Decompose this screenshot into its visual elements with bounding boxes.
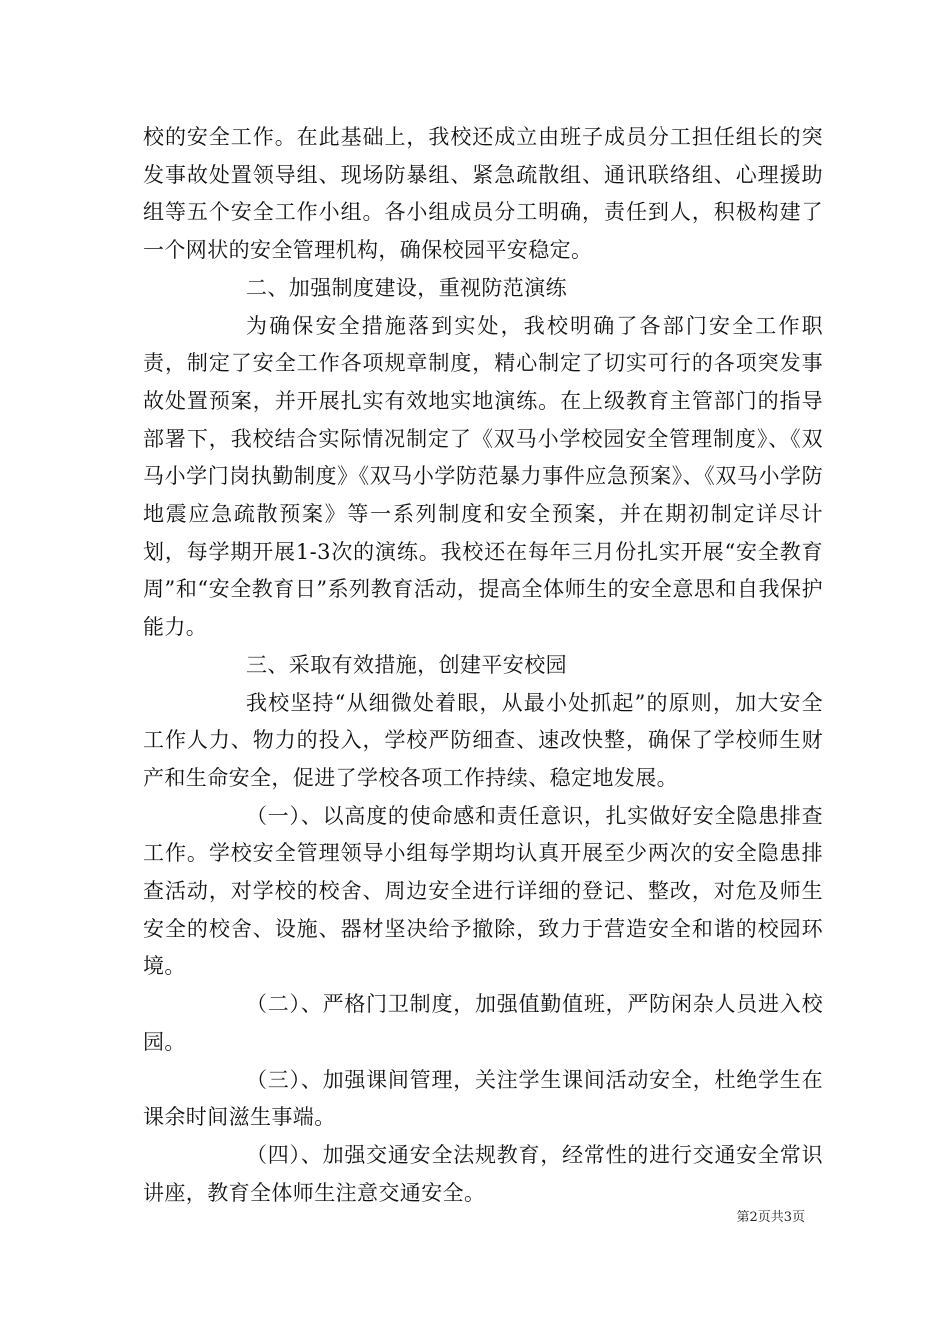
paragraph-item-2: （二）、严格门卫制度，加强值勤值班，严防闲杂人员进入校园。	[143, 992, 823, 1054]
paragraph-system-building: 为确保安全措施落到实处，我校明确了各部门安全工作职责，制定了安全工作各项规章制度，精心制定了切实可行的各项突发事故处置预案，并开展扎实有效地实地演练。在上级教育主管部门的指导部署下，我校结合实际情况制定了《双马小学校园安全管理制度》、《双马小学门岗执勤制度》《双马小学防范暴力事件应急预案》、《双马小学防地震应急疏散预案》等一系列制度和安全预案，并在期初制定详尽计划，每学期开展1-3次的演练。我校还在每年三月份扎实开展“安全教育周”和“安全教育日”系列教育活动，提高全体师生的安全意思和自我保护能力。	[143, 313, 823, 640]
paragraph-item-1: （一）、以高度的使命感和责任意识，扎实做好安全隐患排查工作。学校安全管理领导小组每学期均认真开展至少两次的安全隐患排查活动，对学校的校舍、周边安全进行详细的登记、整改，对危及师生安全的校舍、设施、器材坚决给予撤除，致力于营造安全和谐的校园环境。	[143, 803, 823, 979]
paragraph-item-4: （四）、加强交通安全法规教育，经常性的进行交通安全常识讲座，教育全体师生注意交通安全。	[143, 1142, 823, 1205]
page-number-footer: 第2页共3页	[736, 1210, 805, 1225]
section-heading-3: 三、采取有效措施，创建平安校园	[246, 652, 567, 677]
section-heading-2: 二、加强制度建设，重视防范演练	[246, 275, 567, 300]
paragraph-continuation: 校的安全工作。在此基础上，我校还成立由班子成员分工担任组长的突发事故处置领导组、现场防暴组、紧急疏散组、通讯联络组、心理援助组等五个安全工作小组。各小组成员分工明确，责任到人，积极构建了一个网状的安全管理机构，确保校园平安稳定。	[143, 125, 823, 263]
document-body	[143, 119, 823, 1212]
paragraph-principle: 我校坚持“从细微处着眼，从最小处抓起”的原则，加大安全工作人力、物力的投入，学校严防细查、速改快整，确保了学校师生财产和生命安全，促进了学校各项工作持续、稳定地发展。	[143, 690, 823, 790]
paragraph-item-3: （三）、加强课间管理，关注学生课间活动安全，杜绝学生在课余时间滋生事端。	[143, 1067, 823, 1130]
